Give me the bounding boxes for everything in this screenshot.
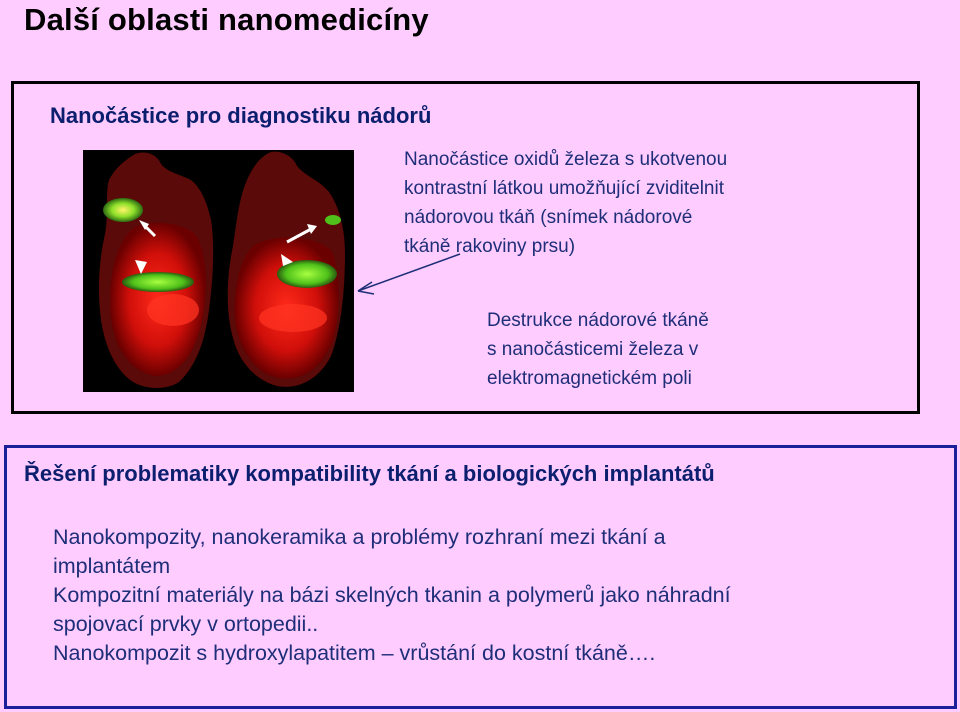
description-line: nádorovou tkáň (snímek nádorové — [404, 207, 693, 228]
note-line: elektromagnetickém poli — [487, 368, 692, 389]
diagnostics-box — [11, 81, 920, 414]
diagnostics-heading: Nanočástice pro diagnostiku nádorů — [50, 103, 432, 128]
body-line: spojovací prvky v ortopedii.. — [53, 612, 319, 636]
slide-title: Další oblasti nanomedicíny — [24, 2, 429, 37]
diagnostics-description — [404, 145, 864, 261]
body-line: Nanokompozit s hydroxylapatitem – vrůstání do kostní tkáně…. — [53, 641, 656, 665]
compatibility-body — [53, 523, 913, 668]
destruction-note — [487, 306, 887, 393]
description-line: kontrastní látkou umožňující zviditelnit — [404, 178, 724, 199]
note-line: s nanočásticemi železa v — [487, 339, 699, 360]
body-line: Kompozitní materiály na bázi skelných tkanin a polymerů jako náhradní — [53, 583, 731, 607]
body-line: Nanokompozity, nanokeramika a problémy rozhraní mezi tkání a — [53, 525, 666, 549]
left-mouse — [99, 152, 213, 388]
note-line: Destrukce nádorové tkáně — [487, 310, 709, 331]
compatibility-box — [4, 445, 957, 709]
description-line: tkáně rakoviny prsu) — [404, 236, 576, 257]
description-line: Nanočástice oxidů železa s ukotvenou — [404, 149, 728, 170]
mice-fluorescence-image — [83, 150, 354, 392]
body-line: implantátem — [53, 554, 171, 578]
compatibility-heading: Řešení problematiky kompatibility tkání a biologických implantátů — [24, 461, 715, 486]
